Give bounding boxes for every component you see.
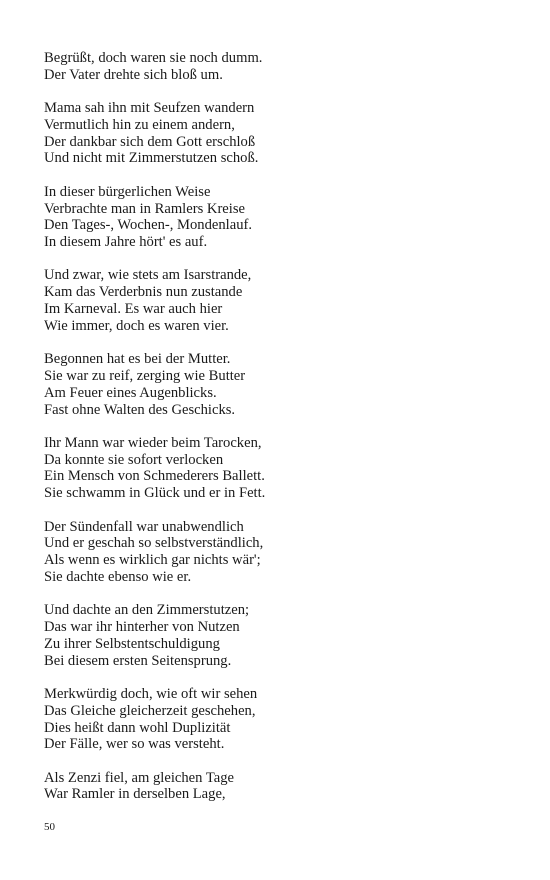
poem-line: Begrüßt, doch waren sie noch dumm. bbox=[44, 50, 263, 66]
poem-line: Das war ihr hinterher von Nutzen bbox=[44, 619, 240, 636]
poem-line: Den Tages-, Wochen-, Mondenlauf. bbox=[44, 217, 253, 234]
stanza bbox=[44, 100, 514, 167]
page-number: 50 bbox=[44, 821, 55, 833]
poem-line: In diesem Jahre hört' es auf. bbox=[44, 234, 208, 251]
poem-line: Sie dachte ebenso wie er. bbox=[44, 568, 192, 585]
poem-line: Mama sah ihn mit Seufzen wandern bbox=[44, 100, 255, 117]
stanza bbox=[44, 267, 514, 334]
stanza bbox=[44, 519, 514, 586]
poem-line: Der Sündenfall war unabwendlich bbox=[44, 518, 244, 535]
stanza bbox=[44, 50, 514, 84]
poem-line: Und dachte an den Zimmerstutzen; bbox=[44, 602, 250, 619]
poem-line: Wie immer, doch es waren vier. bbox=[44, 317, 229, 334]
poem-line: Bei diesem ersten Seitensprung. bbox=[44, 652, 232, 669]
poem-line: War Ramler in derselben Lage, bbox=[44, 786, 226, 803]
poem-line: Fast ohne Walten des Geschicks. bbox=[44, 401, 236, 418]
poem-line: In dieser bürgerlichen Weise bbox=[44, 183, 211, 200]
stanza bbox=[44, 770, 514, 804]
poem-line: Und nicht mit Zimmerstutzen schoß. bbox=[44, 150, 259, 167]
stanza bbox=[44, 435, 514, 502]
poem-line: Der dankbar sich dem Gott erschloß bbox=[44, 133, 256, 150]
stanza bbox=[44, 602, 514, 669]
poem-line: Und zwar, wie stets am Isarstrande, bbox=[44, 267, 252, 284]
poem-line: Merkwürdig doch, wie oft wir sehen bbox=[44, 685, 258, 702]
poem-line: Als wenn es wirklich gar nichts wär'; bbox=[44, 552, 261, 569]
poem-line: Vermutlich hin zu einem andern, bbox=[44, 116, 235, 133]
poem-body bbox=[44, 50, 514, 820]
poem-line: Im Karneval. Es war auch hier bbox=[44, 301, 223, 318]
poem-line: Als Zenzi fiel, am gleichen Tage bbox=[44, 769, 234, 786]
poem-line: Verbrachte man in Ramlers Kreise bbox=[44, 200, 245, 217]
poem-line: Dies heißt dann wohl Duplizität bbox=[44, 719, 231, 736]
stanza bbox=[44, 184, 514, 251]
poem-line: Der Fälle, wer so was versteht. bbox=[44, 736, 225, 753]
poem-line: Am Feuer eines Augenblicks. bbox=[44, 384, 217, 401]
poem-line: Begonnen hat es bei der Mutter. bbox=[44, 351, 231, 368]
poem-line: Kam das Verderbnis nun zustande bbox=[44, 284, 243, 301]
poem-line: Der Vater drehte sich bloß um. bbox=[44, 66, 223, 83]
poem-line: Zu ihrer Selbstentschuldigung bbox=[44, 635, 220, 652]
poem-line: Da konnte sie sofort verlocken bbox=[44, 451, 224, 468]
stanza bbox=[44, 686, 514, 753]
poem-line: Sie war zu reif, zerging wie Butter bbox=[44, 367, 246, 384]
poem-line: Sie schwamm in Glück und er in Fett. bbox=[44, 485, 266, 502]
poem-line: Und er geschah so selbstverständlich, bbox=[44, 535, 264, 552]
poem-line: Ihr Mann war wieder beim Tarocken, bbox=[44, 434, 262, 451]
poem-line: Das Gleiche gleicherzeit geschehen, bbox=[44, 702, 256, 719]
stanza bbox=[44, 351, 514, 418]
poem-line: Ein Mensch von Schmederers Ballett. bbox=[44, 468, 265, 485]
